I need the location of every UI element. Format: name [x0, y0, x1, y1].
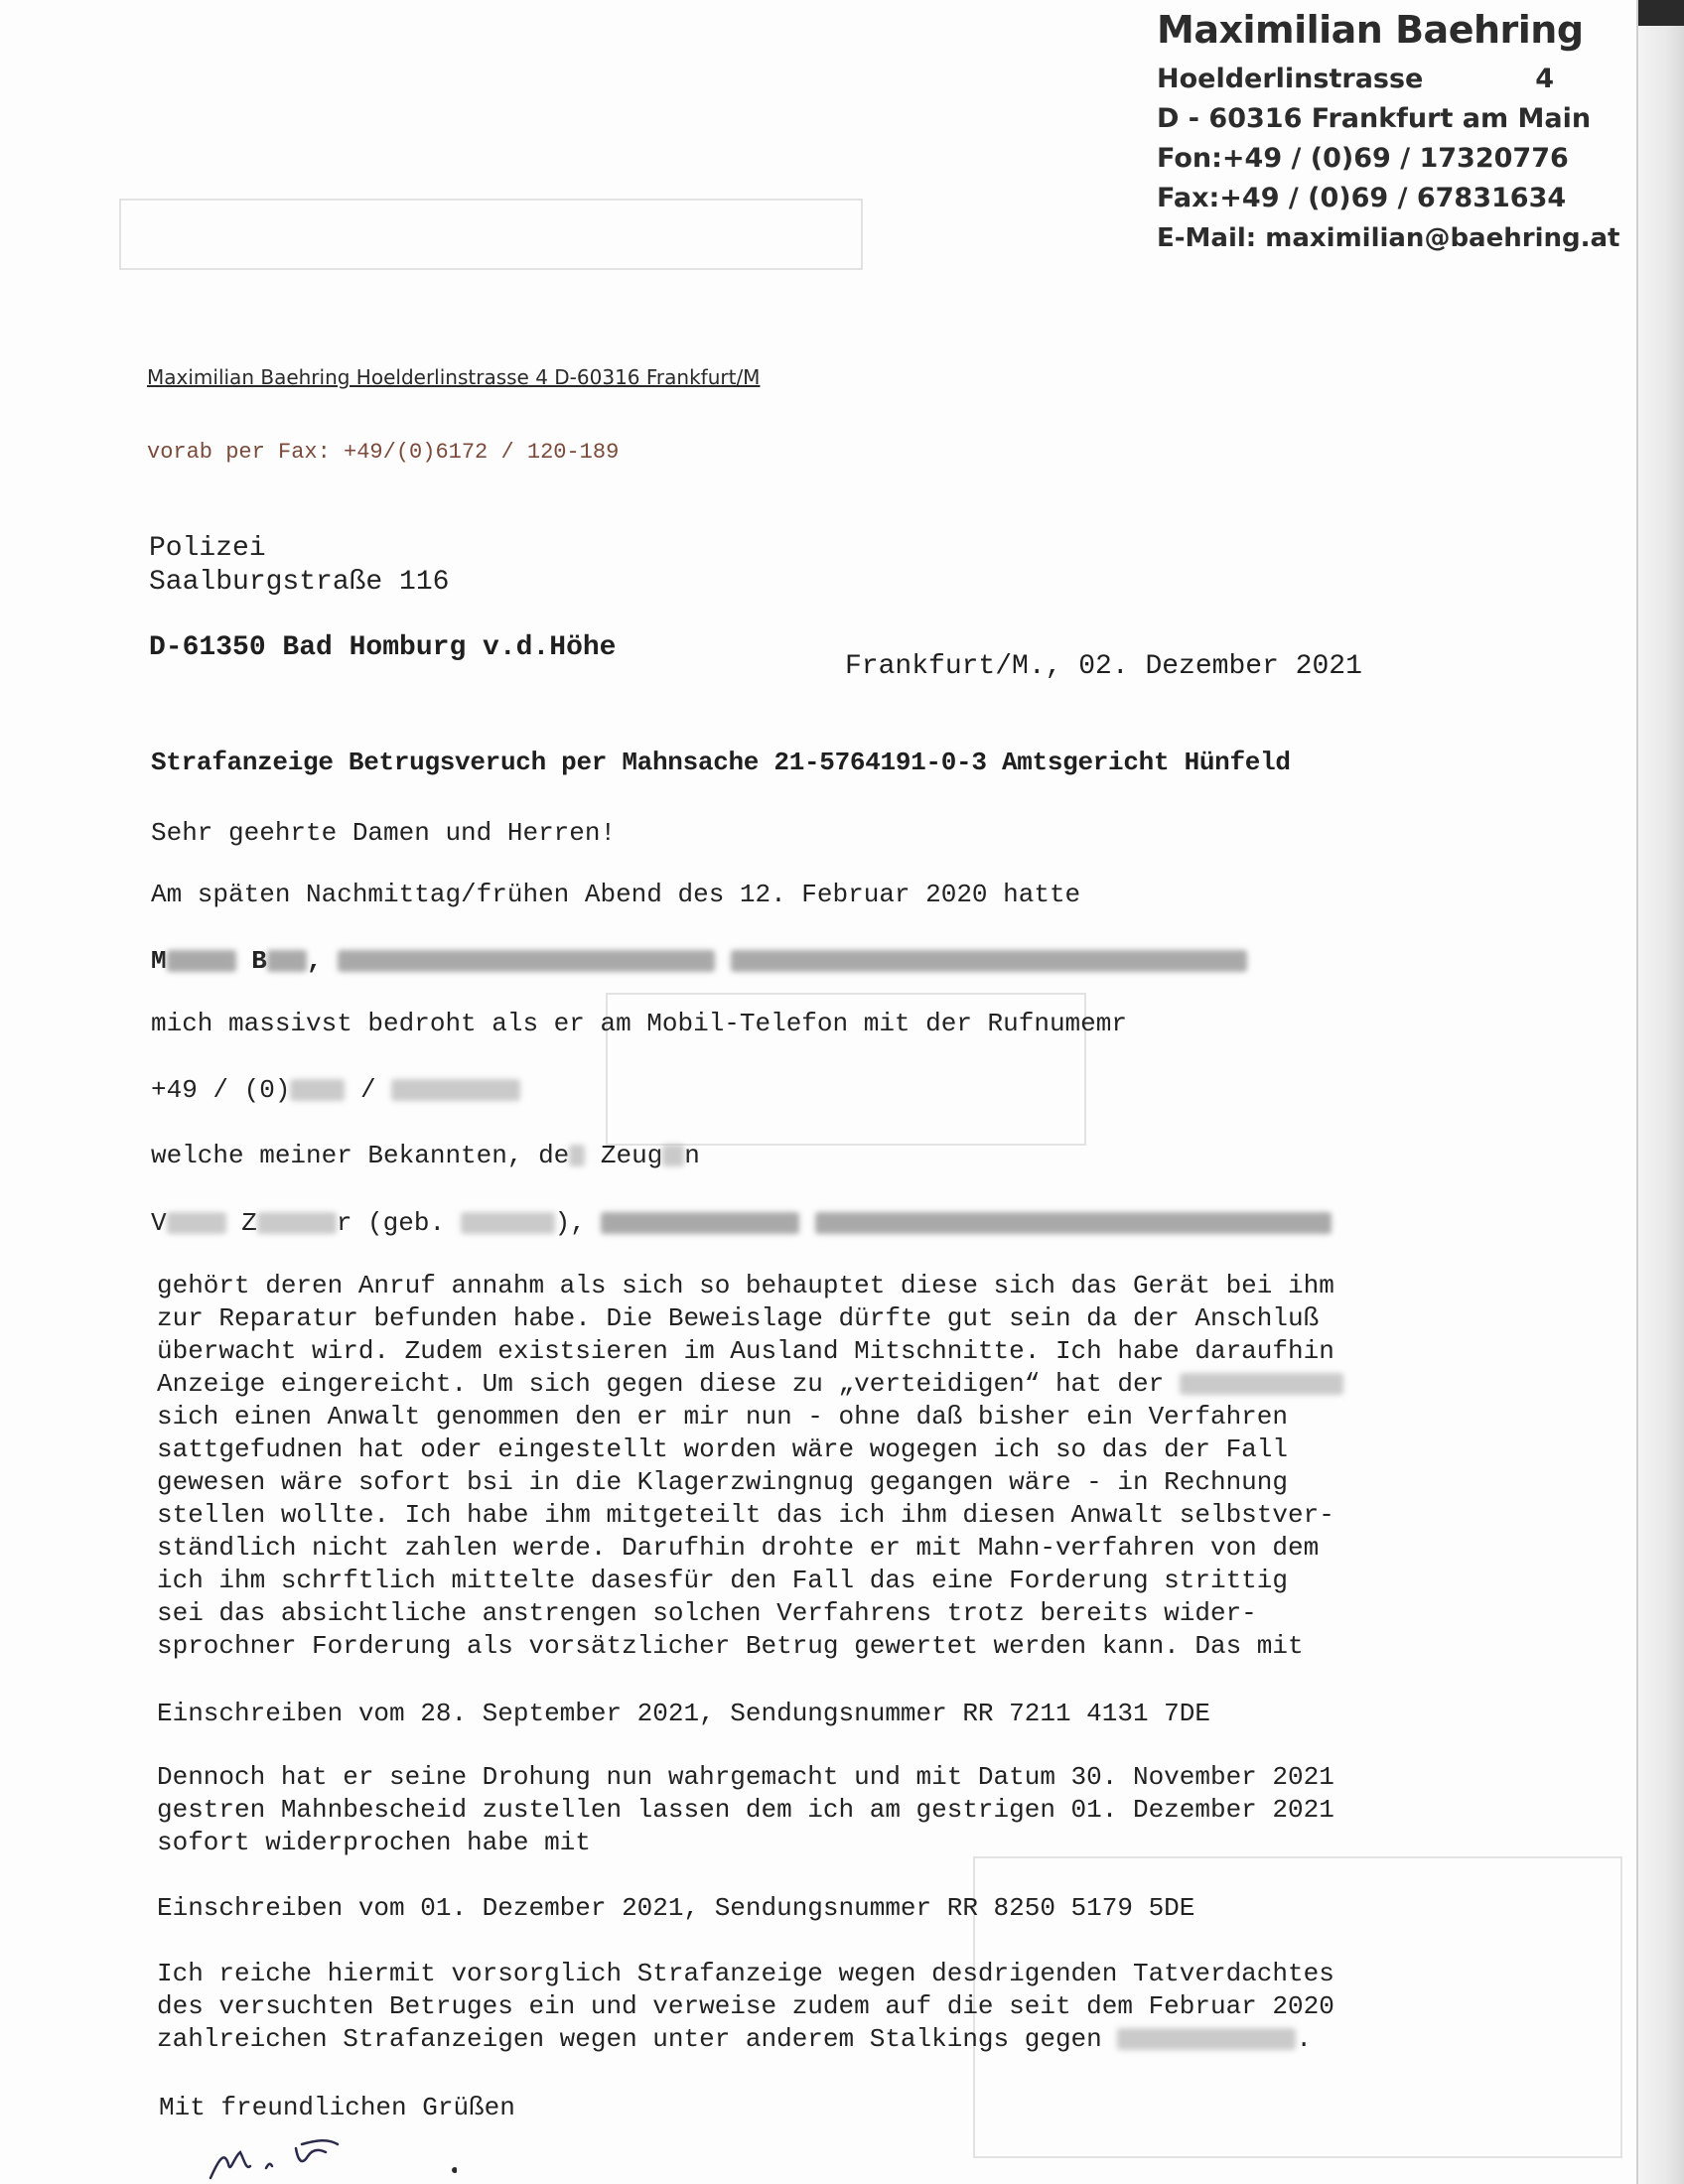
redaction-block	[1180, 1373, 1343, 1395]
paragraph-line: sattgefudnen hat oder eingestellt worden wäre wogegen ich so das der Fall	[157, 1434, 1288, 1464]
body-paragraph-3	[157, 1958, 1497, 2056]
witness-name-close: ),	[554, 1208, 586, 1238]
witness-line-end: n	[684, 1141, 700, 1170]
redaction-block	[338, 950, 715, 972]
redaction-block	[167, 1212, 226, 1234]
fax-label: Fax:	[1157, 183, 1220, 213]
paragraph-line: sei das absichtliche anstrengen solchen Verfahrens trotz bereits wider-	[157, 1598, 1257, 1628]
paragraph-line: des versuchten Betruges ein und verweise zudem auf die seit dem Februar 2020	[157, 1991, 1334, 2021]
paragraph-line: sprochner Forderung als vorsätzlicher Betrug gewertet werden kann. Das mit	[157, 1631, 1304, 1661]
accused-comma: ,	[306, 946, 323, 976]
redaction-block	[167, 950, 236, 972]
letterhead-street-row	[1157, 60, 1554, 99]
threat-line: mich massivst bedroht als er am Mobil-Telefon mit der Rufnumemr	[151, 1009, 1127, 1038]
redaction-block	[1117, 2028, 1296, 2050]
sender-line: Maximilian Baehring Hoelderlinstrasse 4 D-60316 Frankfurt/M	[147, 365, 761, 389]
paragraph-line	[157, 2023, 1497, 2056]
body-paragraph-2	[157, 1761, 1497, 1859]
phone-slash: /	[360, 1075, 376, 1105]
witness-first-initial: V	[151, 1208, 167, 1238]
phone-line	[151, 1075, 520, 1105]
handwritten-signature	[199, 2130, 457, 2184]
redaction-block	[257, 1212, 337, 1234]
letter-subject: Strafanzeige Betrugsveruch per Mahnsache 21-5764191-0-3 Amtsgericht Hünfeld	[151, 748, 1291, 777]
letter-date: Frankfurt/M., 02. Dezember 2021	[845, 651, 1362, 682]
paragraph-line: überwacht wird. Zudem existsieren im Ausland Mitschnitte. Ich habe daraufhin	[157, 1336, 1334, 1366]
witness-name-line	[151, 1208, 1332, 1238]
recipient-street: Saalburgstraße 116	[149, 567, 450, 598]
registered-mail-1: Einschreiben vom 28. September 2021, Sendungsnummer RR 7211 4131 7DE	[157, 1699, 1210, 1728]
redaction-block	[662, 1145, 684, 1166]
redaction-block	[731, 950, 1247, 972]
accused-first-initial: M	[151, 946, 167, 976]
fax-notice: vorab per Fax: +49/(0)6172 / 120-189	[147, 440, 620, 465]
paragraph-line-text: Anzeige eingereicht. Um sich gegen diese zu „verteidigen“ hat der	[157, 1369, 1165, 1399]
letterhead-fax-row	[1157, 179, 1567, 218]
redaction-block	[569, 1145, 585, 1166]
letterhead-street: Hoelderlinstrasse	[1157, 64, 1424, 94]
paragraph-line	[157, 1368, 1497, 1401]
recipient-name: Polizei	[149, 533, 266, 564]
paragraph-line: Ich reiche hiermit vorsorglich Strafanzeige wegen desdrigenden Tatverdachtes	[157, 1959, 1334, 1988]
phone-number: +49 / (0)69 / 17320776	[1221, 143, 1569, 174]
paragraph-line: sofort widerprochen habe mit	[157, 1828, 591, 1857]
paragraph-line: sich einen Anwalt genommen den er mir nun - ohne daß bisher ein Verfahren	[157, 1402, 1288, 1432]
salutation: Sehr geehrte Damen und Herren!	[151, 818, 617, 848]
witness-name-middle: r (geb.	[336, 1208, 461, 1238]
witness-second-initial: Z	[241, 1208, 257, 1238]
fax-number: +49 / (0)69 / 67831634	[1219, 183, 1567, 213]
phone-label: Fon:	[1157, 143, 1222, 174]
paragraph-line: gestren Mahnbescheid zustellen lassen dem ich am gestrigen 01. Dezember 2021	[157, 1795, 1334, 1825]
paragraph-line: gewesen wäre sofort bsi in die Klagerzwingnug gegangen wäre - in Rechnung	[157, 1467, 1288, 1497]
redaction-block	[391, 1079, 520, 1101]
bleed-through-box	[119, 199, 863, 270]
paragraph-line: ich ihm schrftlich mittelte dasesfür den Fall das eine Forderung strittig	[157, 1566, 1288, 1595]
scan-edge-corner	[1638, 0, 1684, 26]
witness-line	[151, 1141, 700, 1170]
witness-line-mid: Zeug	[585, 1141, 663, 1170]
accused-second-initial: B	[251, 946, 267, 976]
paragraph-line: gehört deren Anruf annahm als sich so behauptet diese sich das Gerät bei ihm	[157, 1271, 1334, 1300]
letterhead-city: D - 60316 Frankfurt am Main	[1157, 103, 1592, 134]
letterhead-house-number: 4	[1535, 64, 1554, 94]
witness-line-start: welche meiner Bekannten, de	[151, 1141, 570, 1170]
registered-mail-2: Einschreiben vom 01. Dezember 2021, Sendungsnummer RR 8250 5179 5DE	[157, 1893, 1195, 1923]
redaction-block	[461, 1212, 555, 1234]
letterhead-email: E-Mail: maximilian@baehring.at	[1157, 223, 1620, 253]
redaction-block	[290, 1079, 345, 1101]
paragraph-end-period: .	[1296, 2024, 1312, 2054]
scan-edge	[1636, 0, 1684, 2184]
redaction-block	[267, 950, 307, 972]
paragraph-line-text: zahlreichen Strafanzeigen wegen unter anderem Stalkings gegen	[157, 2024, 1102, 2054]
recipient-city: D-61350 Bad Homburg v.d.Höhe	[149, 632, 617, 663]
paragraph-line: Dennoch hat er seine Drohung nun wahrgemacht und mit Datum 30. November 2021	[157, 1762, 1334, 1792]
redaction-block	[601, 1212, 799, 1234]
accused-person-line	[151, 946, 1247, 976]
paragraph-line: zur Reparatur befunden habe. Die Beweislage dürfte gut sein da der Anschluß	[157, 1303, 1320, 1333]
phone-prefix: +49 / (0)	[151, 1075, 291, 1105]
letterhead	[1157, 8, 1620, 258]
body-paragraph-1	[157, 1270, 1497, 1663]
paragraph-line: stellen wollte. Ich habe ihm mitgeteilt das ich ihm diesen Anwalt selbstver-	[157, 1500, 1334, 1530]
intro-line: Am späten Nachmittag/frühen Abend des 12. Februar 2020 hatte	[151, 880, 1081, 909]
letterhead-phone-row	[1157, 139, 1569, 179]
closing: Mit freundlichen Grüßen	[159, 2093, 515, 2122]
paragraph-line: ständlich nicht zahlen werde. Darufhin drohte er mit Mahn-verfahren von dem	[157, 1533, 1320, 1563]
letterhead-name: Maximilian Baehring	[1157, 8, 1584, 52]
redaction-block	[815, 1212, 1332, 1234]
